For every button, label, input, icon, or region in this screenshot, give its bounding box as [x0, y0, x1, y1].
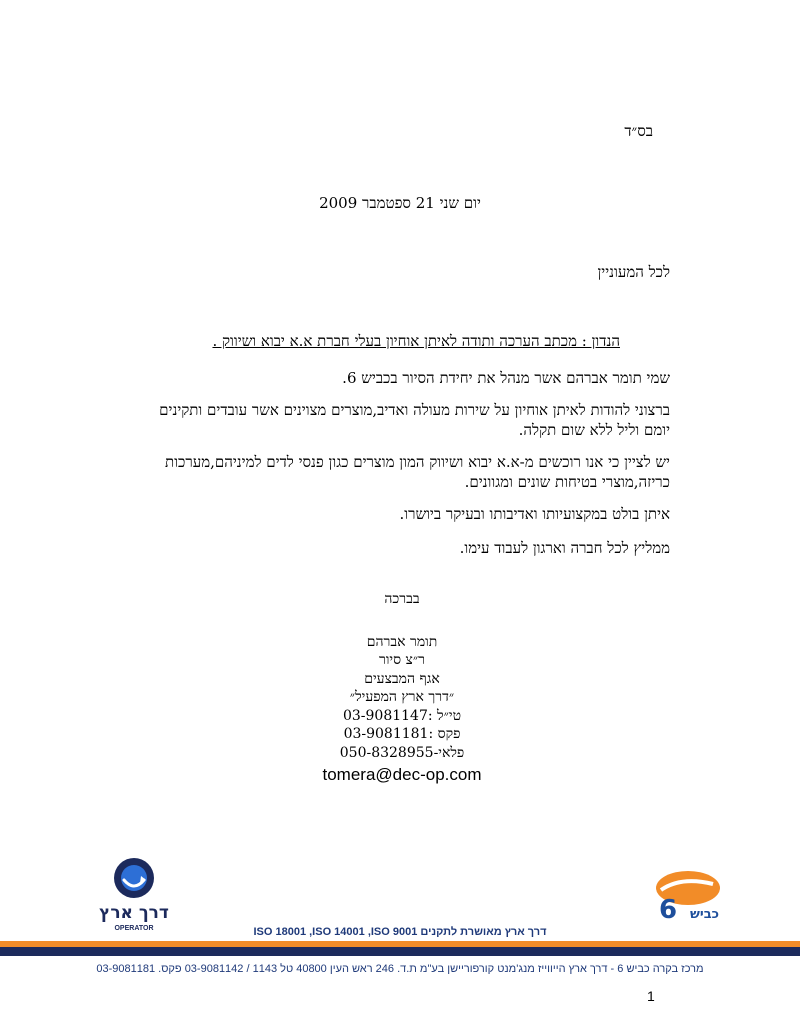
letter-date: יום שני 21 ספטמבר 2009 [319, 194, 481, 212]
signature-name: תומר אברהם [366, 633, 438, 650]
highway-6-logo [651, 866, 725, 924]
left-logo-text: דרך ארץ [99, 903, 169, 923]
signature-company: ״דרך ארץ המפעיל״ [349, 689, 455, 705]
signature-phone: טי״ל :03-9081147 [342, 707, 462, 724]
signature-email[interactable]: tomera@dec-op.com [322, 765, 482, 784]
paragraph-recommend: ממליץ לכל חברה וארגון לעבוד עימו. [459, 539, 670, 557]
signature-title: ר״צ סיור [378, 652, 426, 668]
left-logo-subtext: OPERATOR [114, 925, 154, 932]
right-logo-number: 6 [659, 895, 678, 924]
paragraph-thanks: ברצוני להודות לאיתן אוחיון על שירות מעולה ואדיב,מוצרים מצוינים אשר עובדים ותקינים יומם וליל ללא שום תקלה. [159, 401, 670, 439]
signature-mobile: פלאי-050-8328955 [339, 744, 465, 761]
signature-fax: פקס :03-9081181 [343, 726, 461, 742]
bsd-header: בס״ד [624, 122, 653, 140]
derech-eretz-logo [94, 856, 174, 936]
paragraph-intro: שמי תומר אברהם אשר מנהל את יחידת הסיור בכביש 6. [342, 369, 670, 387]
footer-address: מרכז בקרה כביש 6 - דרך ארץ הייווייז מנג'מנט קורפוריישן בע"מ ת.ד. 246 ראש העין 40800 טל 1143 / 03-9081142 פקס. 03-9081181 [96, 963, 704, 975]
page-number: 1 [647, 988, 655, 1004]
paragraph-praise: איתן בולט במקצועיותו ואדיבותו ובעיקר ביושרו. [399, 505, 670, 523]
signature-block [212, 590, 592, 786]
right-logo-text: כביש [690, 907, 719, 922]
subject-line: הנדון : מכתב הערכה ותודה לאיתן אוחיון בעלי חברת א.א יבוא ושיווק . [212, 332, 620, 350]
signature-greeting: בברכה [384, 591, 420, 607]
recipient-line: לכל המעוניין [597, 263, 670, 281]
paragraph-products: יש לציין כי אנו רוכשים מ-א.א יבוא ושיווק המון מוצרים כגון פנסי לדים למיניהם,מערכות כריזה,מוצרי בטיחות שונים ומגוונים. [165, 453, 670, 491]
signature-department: אגף המבצעים [364, 670, 440, 687]
certification-line: דרך ארץ מאושרת לתקנים ISO 18001 ,ISO 14001 ,ISO 9001 [253, 926, 547, 938]
footer-navy-bar [0, 947, 800, 956]
